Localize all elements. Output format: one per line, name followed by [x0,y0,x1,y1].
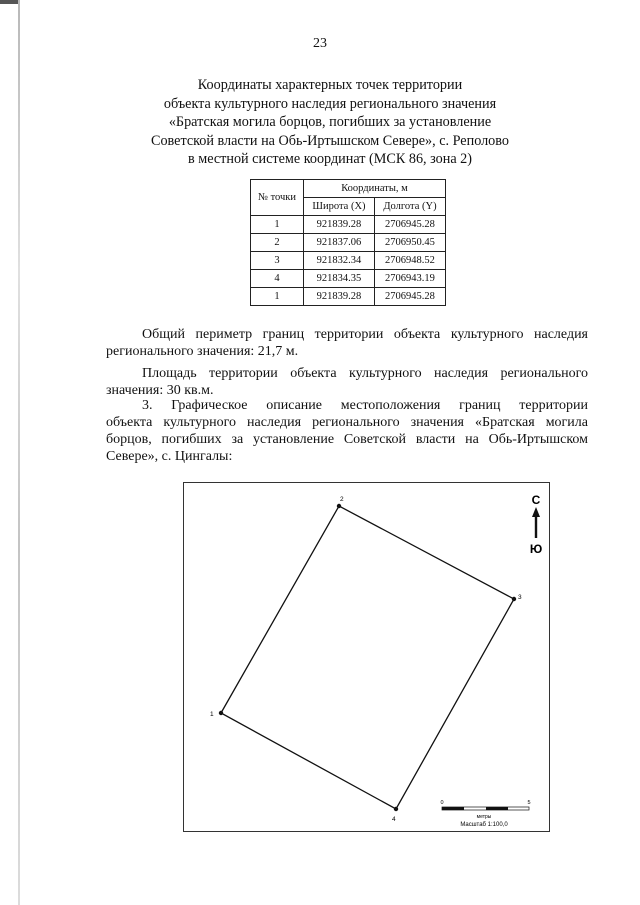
table-row [251,270,446,288]
perimeter-paragraph [106,326,588,360]
cell-point: 3 [251,252,304,270]
cell-y: 2706945.28 [374,216,445,234]
table-header-row [251,180,446,198]
cell-y: 2706948.52 [374,252,445,270]
site-plan-frame [183,482,550,832]
paragraph-line: Площадь территории объекта культурного наследия регионального [142,366,588,381]
cell-point: 1 [251,216,304,234]
header-lat: Широта (X) [304,198,375,216]
title-line: Советской власти на Обь-Иртышском Севере», с. Реполово [151,132,509,149]
table-row [251,252,446,270]
cell-y: 2706945.28 [374,288,445,306]
boundary-polygon [221,506,514,809]
paragraph-line: 3. Графическое описание местоположения границ территории [142,398,588,413]
cell-x: 921834.35 [304,270,375,288]
vertex-marker [394,807,398,811]
cell-y: 2706943.19 [374,270,445,288]
scale-text: Масштаб 1:100,0 [460,822,508,828]
cell-x: 921832.34 [304,252,375,270]
table-row [251,288,446,306]
paragraph-line: борцов, погибших за установление Советской власти на Обь-Иртышском [106,432,588,447]
header-coords: Координаты, м [304,180,446,198]
cell-x: 921839.28 [304,216,375,234]
cell-point: 2 [251,234,304,252]
header-lon: Долгота (Y) [374,198,445,216]
cell-point: 1 [251,288,304,306]
cell-y: 2706950.45 [374,234,445,252]
paragraph-line: Общий периметр границ территории объекта культурного наследия [142,327,588,342]
title-line: Координаты характерных точек территории [197,77,463,93]
scale-unit-label: метры [476,814,492,820]
vertex-marker [512,597,516,601]
page-number: 23 [313,36,327,51]
vertex-marker [219,711,223,715]
scan-corner-mark [0,0,18,4]
vertex-label: 3 [518,594,522,601]
coordinates-table [250,179,446,306]
scale-end-label: 5 [527,800,531,806]
paragraph-line: регионального значения: 21,7 м. [106,344,299,359]
table-row [251,234,446,252]
scan-edge [18,0,20,905]
title-line: «Братская могила борцов, погибших за установление [168,114,492,130]
area-paragraph [106,365,588,399]
vertex-label: 4 [392,816,396,823]
paragraph-line: объекта культурного наследия регионального значения «Братская могила [106,415,588,430]
vertex-marker [337,504,341,508]
title-line: объекта культурного наследия регионального значения [163,95,497,112]
scale-bar [440,800,530,828]
cell-x: 921837.06 [304,234,375,252]
vertex-label: 2 [340,496,344,503]
table-row [251,216,446,234]
north-arrow-icon [530,493,542,556]
paragraph-line: Севере», с. Цингалы: [106,449,233,464]
paragraph-line: значения: 30 кв.м. [106,383,214,398]
site-plan-drawing [184,483,549,831]
document-title [120,76,540,169]
south-label: Ю [529,542,543,556]
graphic-description-paragraph [106,397,588,465]
cell-x: 921839.28 [304,288,375,306]
vertex-label: 1 [210,711,214,718]
scale-start-label: 0 [440,800,444,806]
cell-point: 4 [251,270,304,288]
header-point: № точки [251,180,304,216]
north-label: С [531,493,541,507]
title-line: в местной системе координат (МСК 86, зона 2) [187,151,472,167]
